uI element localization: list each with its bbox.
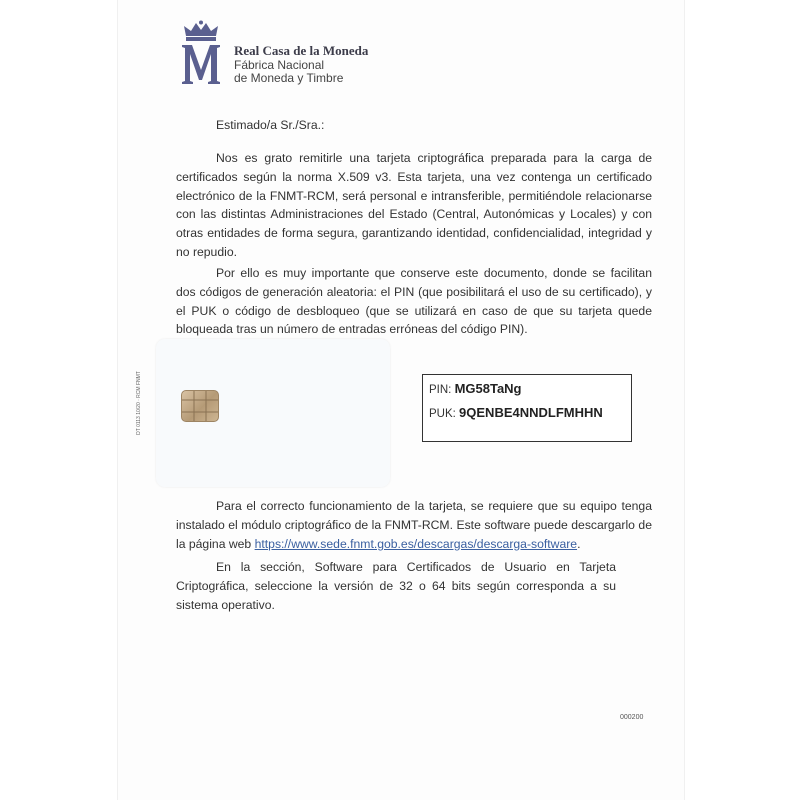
- download-link[interactable]: https://www.sede.fnmt.gob.es/descargas/descarga-software: [254, 536, 578, 551]
- org-subtitle-1: Fábrica Nacional: [234, 57, 325, 72]
- org-subtitle-2: de Moneda y Timbre: [234, 70, 344, 85]
- document-number: 000200: [620, 714, 644, 721]
- greeting: Estimado/a Sr./Sra.:: [216, 118, 325, 132]
- paragraph-codes: Por ello es muy importante que conserve este documento, donde se facilitan dos códigos de generación aleatoria: el PIN (que posibilitará el uso de su certificado), y el PUK o código de desbloqueo (que se utilizará en caso de que su tarjeta quede bloqueada tras un número de entradas erróneas del código PIN).: [176, 266, 652, 337]
- pin-label: PIN:: [429, 384, 455, 396]
- card-side-print: [129, 360, 145, 470]
- smart-card-chip-icon: [181, 390, 219, 422]
- puk-value: 9QENBE4NNDLFMHHN: [459, 405, 603, 420]
- pin-row: [429, 381, 522, 396]
- paragraph-software-text: Para el correcto funcionamiento de la tarjeta, se requiere que su equipo tenga instalado el módulo criptográfico de la FNMT-RCM. Este software puede descargarlo de la página web: [176, 499, 652, 551]
- smart-card: [156, 339, 390, 487]
- organization-heading: [234, 44, 368, 85]
- card-side-print-text: DT 0113 10/20 · RCM FNMT: [136, 371, 142, 435]
- pin-value: MG58TaNg: [454, 381, 522, 396]
- codes-box: [422, 374, 632, 442]
- paragraph-software: [176, 497, 652, 553]
- puk-label: PUK:: [429, 408, 460, 420]
- paragraph-section: En la sección, Software para Certificados de Usuario en Tarjeta Criptográfica, seleccione la versión de 32 o 64 bits según corresponda a su sistema operativo.: [176, 560, 616, 612]
- crowned-m-logo-icon: [176, 20, 226, 86]
- puk-row: [429, 405, 603, 420]
- paragraph-intro: Nos es grato remitirle una tarjeta criptográfica preparada para la carga de certificados según la norma X.509 v3. Esta tarjeta, una vez contenga un certificado electrónico de la FNMT-RCM, será personal e intransferible, permitiéndole relacionarse con las distintas Administraciones del Estado (Central, Autonómicas y Locales) y con otras entidades de forma segura, garantizando identidad, confidencialidad, integridad y no repudio.: [176, 151, 652, 259]
- org-name: Real Casa de la Moneda: [234, 43, 369, 58]
- paragraph-software-end: .: [577, 536, 581, 551]
